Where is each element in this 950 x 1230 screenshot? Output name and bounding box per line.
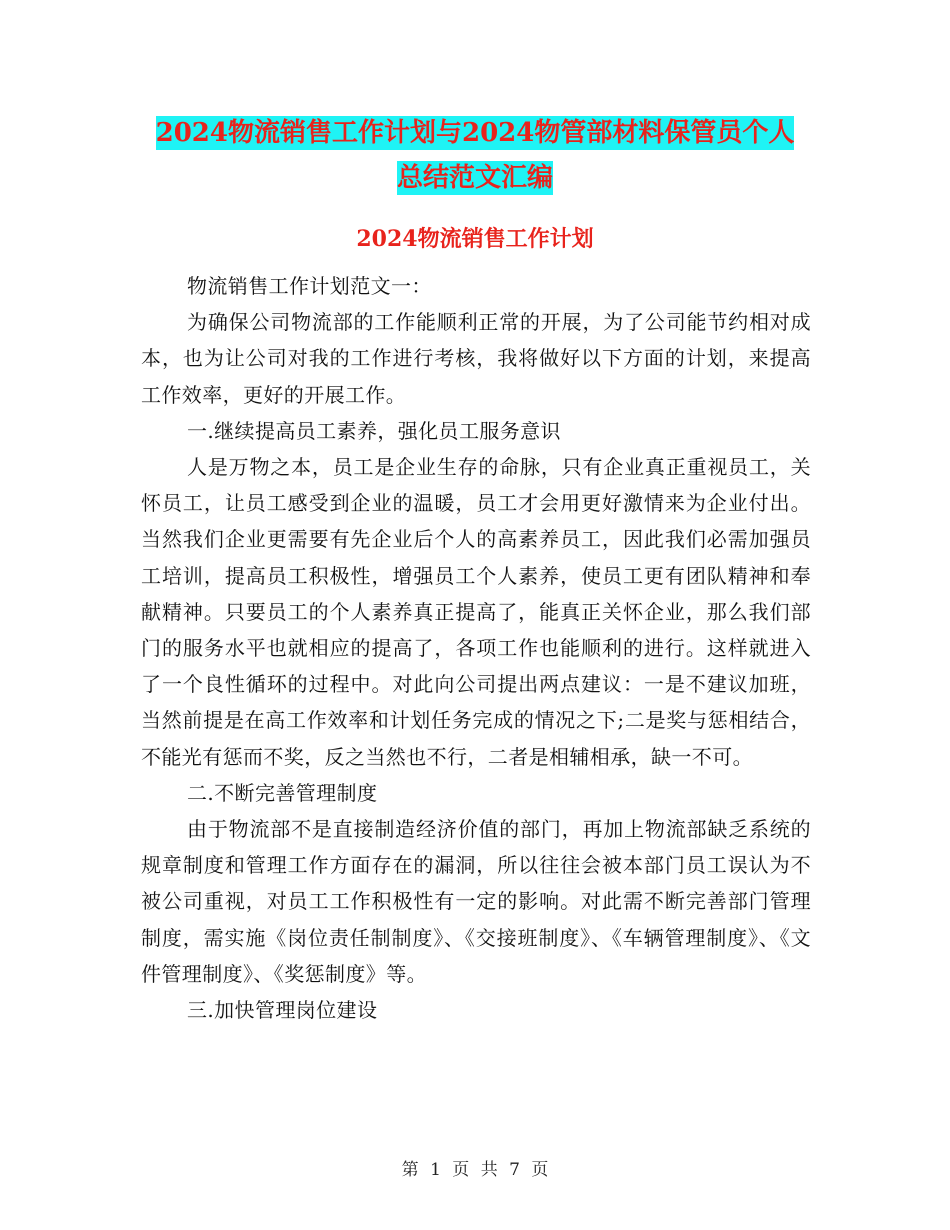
page-number-footer: 第 1 页 共 7 页 (401, 1160, 549, 1180)
paragraph-intro: 物流销售工作计划范文一： (187, 274, 432, 298)
document-title-line-1 (0, 112, 950, 149)
document-title-text-2: 总结范文汇编 (396, 163, 553, 193)
paragraph-purpose: 为确保公司物流部的工作能顺利正常的开展，为了公司能节约相对成本，也为让公司对我的工作进行考核，我将做好以下方面的计划，来提高工作效率，更好的开展工作。 (141, 310, 811, 407)
paragraph-heading-1: 一.继续提高员工素养，强化员工服务意识 (187, 418, 561, 443)
document-title-text-1: 2024物流销售工作计划与2024物管部材料保管员个人 (155, 118, 795, 148)
section-heading: 2024物流销售工作计划 (356, 226, 594, 252)
paragraph-staff-quality: 人是万物之本，员工是企业生存的命脉，只有企业真正重视员工，关怀员工，让员工感受到企业的温暖，员工才会用更好激情来为企业付出。当然我们企业更需要有先企业后个人的高素养员工，因此我们必需加强员工培训，提高员工积极性，增强员工个人素养，使员工更有团队精神和奉献精神。只要员工的个人素养真正提高了，能真正关怀企业，那么我们部门的服务水平也就相应的提高了，各项工作也能顺利的进行。这样就进入了一个良性循环的过程中。对此向公司提出两点建议：一是不建议加班，当然前提是在高工作效率和计划任务完成的情况之下;二是奖与惩相结合，不能光有惩而不奖，反之当然也不行，二者是相辅相承，缺一不可。 (141, 455, 811, 769)
paragraph-management-system: 由于物流部不是直接制造经济价值的部门，再加上物流部缺乏系统的规章制度和管理工作方面存在的漏洞，所以往往会被本部门员工误认为不被公司重视，对员工工作积极性有一定的影响。对此需不断完善部门管理制度，需实施《岗位责任制制度》、《交接班制度》、《车辆管理制度》、《文件管理制度》、《奖惩制度》等。 (141, 817, 811, 986)
paragraph-heading-2: 二.不断完善管理制度 (187, 780, 378, 805)
paragraph-heading-3: 三.加快管理岗位建设 (187, 998, 378, 1023)
document-body (141, 268, 811, 1028)
document-title-line-2 (0, 157, 950, 194)
